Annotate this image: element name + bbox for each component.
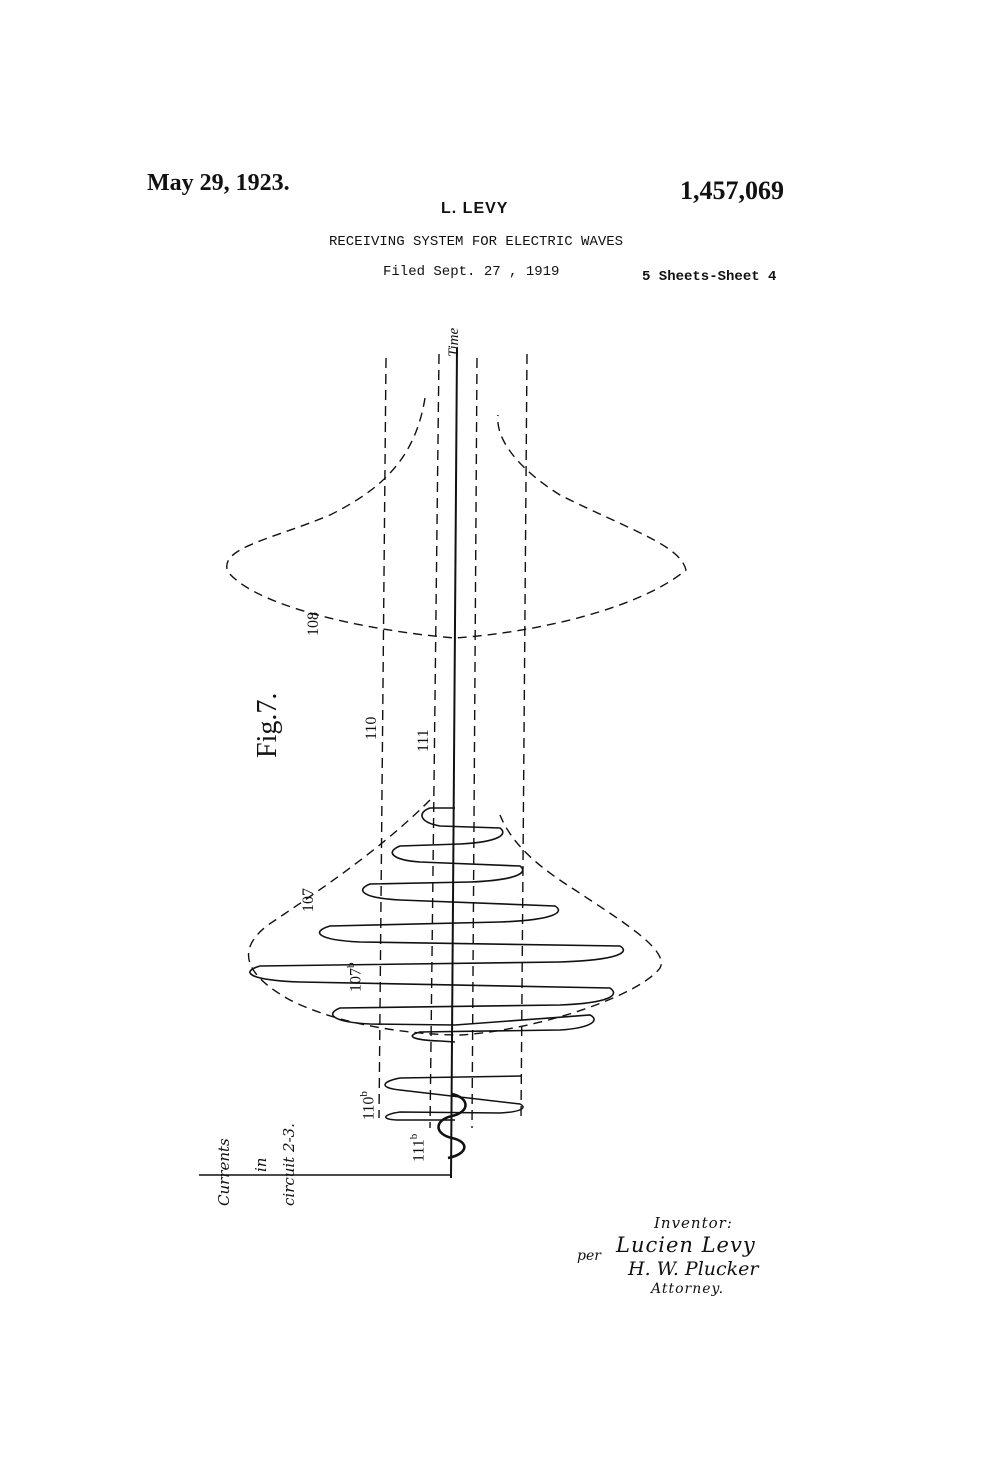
ref-110: 110 <box>363 716 380 740</box>
patent-number: 1,457,069 <box>680 176 784 205</box>
signature-inventor-name: Lucien Levy <box>616 1233 756 1257</box>
time-axis-line <box>451 348 457 1178</box>
oscillation-110b <box>385 1076 523 1120</box>
ref-107b <box>345 963 365 993</box>
ref-110b-number: 110 <box>360 1096 378 1120</box>
envelope-107 <box>249 800 662 1035</box>
oscillation-107b <box>250 808 623 1025</box>
inventor-heading: L. LEVY <box>441 200 509 217</box>
ref-111b-sup: b <box>408 1133 420 1140</box>
guide-line-111-right <box>472 358 477 1128</box>
signature-per: per <box>577 1248 601 1264</box>
sheet-count: 5 Sheets-Sheet 4 <box>642 269 777 285</box>
patent-title: RECEIVING SYSTEM FOR ELECTRIC WAVES <box>329 234 624 250</box>
signature-attorney-role: Attorney. <box>651 1281 725 1297</box>
filing-date: Filed Sept. 27 , 1919 <box>383 264 560 280</box>
ref-111: 111 <box>415 729 432 752</box>
figure-caption: Fig.7. <box>252 692 283 758</box>
ref-110b <box>358 1091 378 1120</box>
signature-heading: Inventor: <box>654 1214 733 1232</box>
issue-date: May 29, 1923. <box>147 170 290 196</box>
side-label-in: in <box>252 1157 270 1172</box>
ref-108: 108 <box>305 612 322 636</box>
side-label-circuit: circuit 2-3. <box>280 1123 298 1206</box>
guide-line-110-right <box>521 354 527 1118</box>
oscillation-107b-lower <box>412 1015 594 1042</box>
ref-110b-sup: b <box>358 1091 370 1097</box>
ref-107b-sup: b <box>345 962 357 968</box>
time-axis-label: Time <box>446 327 462 357</box>
ref-107: 107 <box>300 888 317 912</box>
ref-107b-number: 107 <box>347 968 365 992</box>
ref-111b <box>408 1134 428 1162</box>
signature-attorney: H. W. Plucker <box>628 1258 759 1280</box>
ref-111b-number: 111 <box>410 1139 428 1162</box>
side-label-currents: Currents <box>215 1138 233 1206</box>
